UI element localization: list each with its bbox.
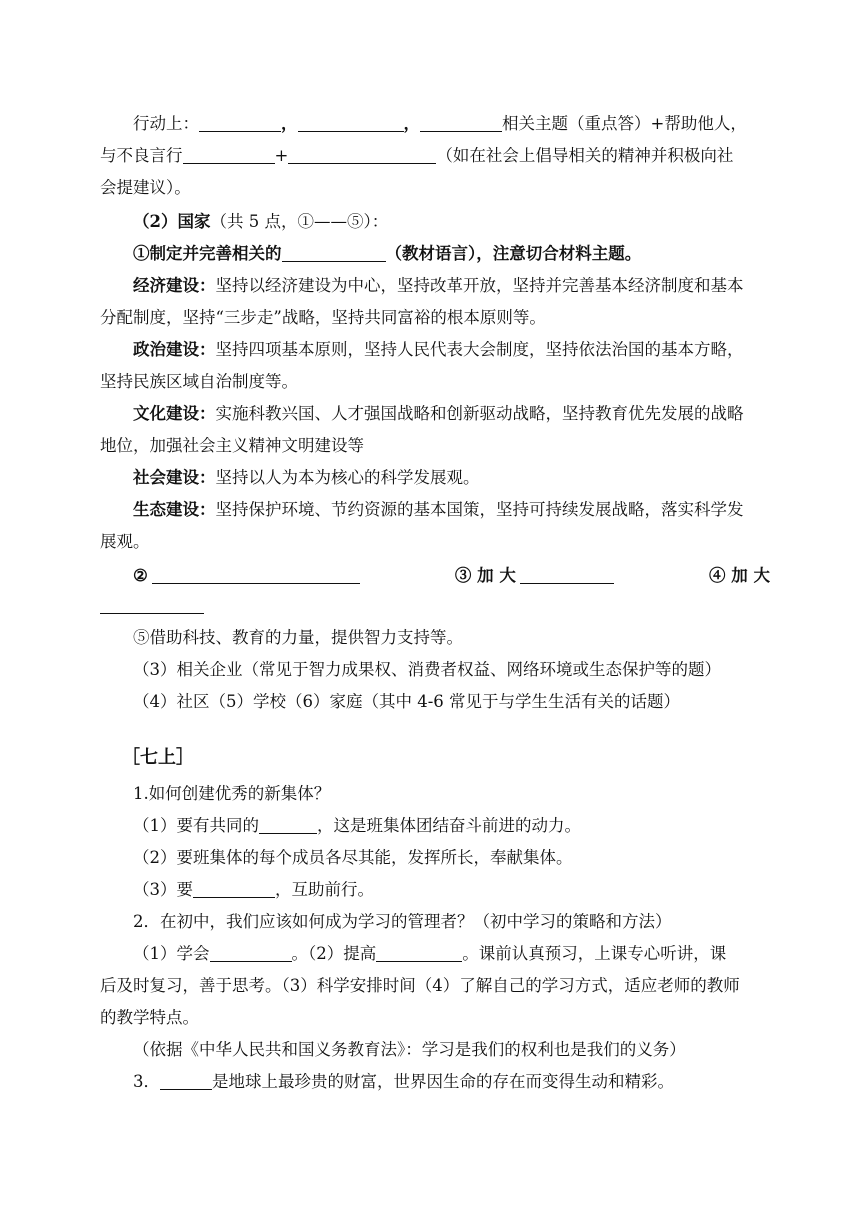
plus-sign: + — [274, 146, 289, 165]
point1-suffix: （教材语言），注意切合材料主题。 — [385, 244, 642, 263]
point5-text: ⑤借助科技、教育的力量，提供智力支持等。 — [133, 628, 463, 647]
blank — [288, 146, 436, 164]
social-text: 坚持以人为本为核心的科学发展观。 — [215, 468, 480, 487]
point-2: ② — [133, 564, 360, 588]
action-line-1 — [133, 112, 770, 136]
social-label: 社会建设： — [133, 468, 216, 487]
political-text: 坚持民族区域自治制度等。 — [100, 372, 298, 391]
point-4: ④ 加 大 — [708, 566, 770, 585]
point-4-blank-line — [100, 594, 770, 618]
blank — [100, 596, 204, 614]
cultural-label: 文化建设： — [133, 404, 216, 423]
blank — [298, 114, 404, 132]
action-line2-suffix: （如在社会上倡导相关的精神并积极向社 — [436, 146, 734, 165]
q1-answer-2: （2）要班集体的每个成员各尽其能，发挥所长，奉献集体。 — [133, 848, 573, 867]
section-heading: ［七上］ — [122, 747, 194, 768]
blank — [376, 944, 462, 962]
political-label: 政治建设： — [133, 340, 216, 359]
q1-answer-1: （1）要有共同的 ，这是班集体团结奋斗前进的动力。 — [133, 816, 581, 835]
q2-answer-line-1: （1）学会 。（2）提高 。课前认真预习，上课专心听讲，课 — [133, 944, 727, 963]
action-line-2 — [100, 144, 770, 168]
action-prefix: 行动上： — [133, 114, 199, 133]
blank — [199, 114, 281, 132]
community-line — [133, 690, 770, 714]
q1-answer-3: （3）要 ，互助前行。 — [133, 880, 374, 899]
blank — [282, 244, 386, 262]
q2-answer-line-2: 后及时复习，善于思考。（3）科学安排时间（4）了解自己的学习方式，适应老师的教师 — [100, 976, 740, 995]
cultural-line-2 — [100, 434, 770, 458]
cultural-line-1 — [133, 402, 770, 426]
action-line2-prefix: 与不良言行 — [100, 146, 183, 165]
enterprise-line — [133, 658, 770, 682]
point1-prefix: ①制定并完善相关的 — [133, 244, 282, 263]
ecological-line-2 — [100, 530, 770, 554]
economic-text: 坚持以经济建设为中心，坚持改革开放，坚持并完善基本经济制度和基本 — [215, 276, 744, 295]
economic-text: 分配制度，坚持“三步走”战略，坚持共同富裕的根本原则等。 — [100, 308, 546, 327]
ecological-label: 生态建设： — [133, 500, 216, 519]
blank — [420, 114, 502, 132]
social-line — [133, 466, 770, 490]
question-2 — [133, 910, 770, 934]
economic-line-1 — [133, 274, 770, 298]
cultural-text: 实施科教兴国、人才强国战略和创新驱动战略，坚持教育优先发展的战略 — [215, 404, 744, 423]
question-1-text: 1.如何创建优秀的新集体？ — [133, 784, 331, 803]
blank — [160, 1072, 212, 1090]
enterprise-text: （3）相关企业（常见于智力成果权、消费者权益、网络环境或生态保护等的题） — [133, 660, 721, 679]
blank — [520, 566, 614, 584]
question-3: 3． 是地球上最珍贵的财富，世界因生命的存在而变得生动和精彩。 — [133, 1072, 674, 1091]
q2-note: （依据《中华人民共和国义务教育法》：学习是我们的权利也是我们的义务） — [133, 1040, 686, 1059]
blank — [183, 146, 275, 164]
separator: ， — [281, 114, 298, 133]
economic-line-2 — [100, 306, 770, 330]
action-line-3 — [100, 176, 770, 200]
ecological-text: 展观。 — [100, 532, 150, 551]
state-point-1 — [133, 242, 770, 266]
political-line-2 — [100, 370, 770, 394]
blank — [193, 880, 275, 898]
community-text: （4）社区（5）学校（6）家庭（其中 4-6 常见于与学生生活有关的话题） — [133, 692, 681, 711]
cultural-text: 地位，加强社会主义精神文明建设等 — [100, 436, 364, 455]
blank — [259, 816, 317, 834]
state-points-2-4 — [133, 564, 770, 588]
point-3: ③ 加 大 — [455, 564, 614, 588]
blank — [210, 944, 292, 962]
state-point-5 — [133, 626, 770, 650]
separator: ， — [403, 114, 420, 133]
ecological-line-1 — [133, 498, 770, 522]
question-2-text: 2．在初中，我们应该如何成为学习的管理者？（初中学习的策略和方法） — [133, 912, 672, 931]
action-line3: 会提建议）。 — [100, 178, 191, 197]
ecological-text: 坚持保护环境、节约资源的基本国策，坚持可持续发展战略，落实科学发 — [215, 500, 744, 519]
state-title-note: （共 5 点，①——⑤）： — [210, 212, 389, 231]
economic-label: 经济建设： — [133, 276, 216, 295]
state-title — [133, 210, 770, 234]
question-1 — [133, 782, 770, 806]
q2-answer-line-3: 的教学特点。 — [100, 1008, 199, 1027]
political-line-1 — [133, 338, 770, 362]
state-title-main: （2）国家 — [133, 212, 211, 231]
political-text: 坚持四项基本原则，坚持人民代表大会制度，坚持依法治国的基本方略， — [215, 340, 744, 359]
action-suffix: 相关主题（重点答）+帮助他人， — [502, 114, 747, 133]
blank — [152, 566, 360, 584]
